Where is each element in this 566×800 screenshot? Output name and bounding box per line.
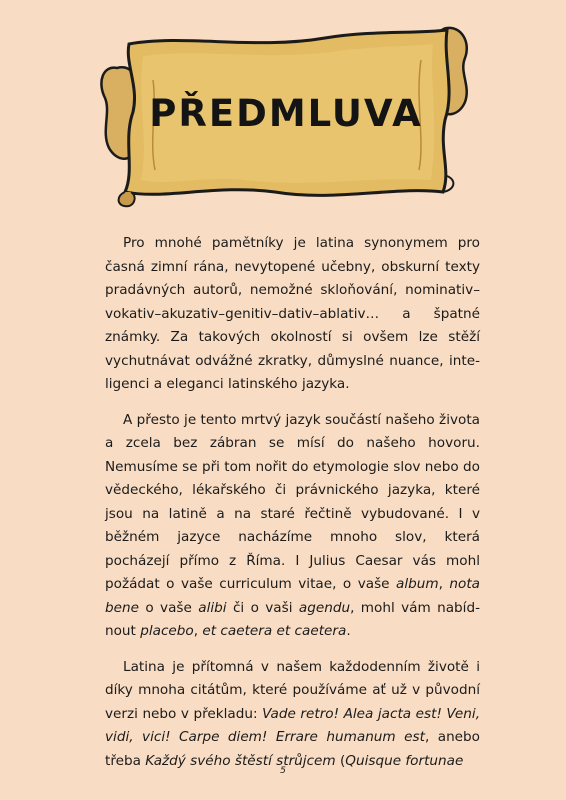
text-run: , mohl vám nabídnout bbox=[105, 599, 480, 639]
italic-phrase: nota bene bbox=[105, 576, 480, 616]
page-number: 5 bbox=[280, 766, 286, 776]
text-run: A přesto je tento mrtvý jazyk součástí našeho života a zcela bez zábran se mísí do našeho hovoru. Nemusíme se při tom nořit do etymologie slov nebo do vědeckého, lékařského či právnického jazyka, které jsou na latině a na staré řečtině vybudované. I v běžném jazyce nacházíme mnoho slov, která pocházejí přímo z Říma. I Julius Caesar vás mohl požádat o vaše curriculum vitae, o vaše bbox=[105, 411, 480, 592]
italic-phrase: placebo bbox=[140, 623, 194, 639]
italic-phrase: et caetera et caetera bbox=[202, 623, 347, 639]
text-run: o vaše bbox=[138, 599, 199, 616]
body-text bbox=[105, 232, 480, 785]
italic-phrase: album bbox=[396, 576, 439, 592]
text-run: Latina je přítomná v našem každodenním životě i díky mnoha citátům, které používáme ať už v původní verzi nebo v překladu: bbox=[105, 658, 480, 722]
paragraph bbox=[105, 232, 480, 397]
paragraph bbox=[105, 409, 480, 644]
text-run: Pro mnohé pamětníky je latina synonymem pro časná zimní rána, nevytopené učebny, obskurní texty pradávných autorů, nemožné skloňování, nominativ–vokativ–akuzativ–genitiv–dativ–ablativ… a špatné známky. Za takových okolností si ovšem lze stěží vychutnávat odvážné zkratky, důmyslné nuance, inteligenci a eleganci latinského jazyka. bbox=[105, 235, 480, 392]
italic-phrase: Quisque fortunae bbox=[345, 752, 464, 769]
text-run: , bbox=[438, 576, 450, 592]
italic-phrase: Každý svého štěstí strůjcem bbox=[145, 752, 336, 769]
text-run: ( bbox=[335, 752, 346, 769]
italic-phrase: alibi bbox=[198, 599, 227, 616]
italic-phrase: agendu bbox=[298, 599, 351, 616]
text-run: . bbox=[346, 623, 351, 639]
text-run: či o vaši bbox=[226, 599, 299, 616]
paragraph bbox=[105, 656, 480, 774]
italic-phrase: Vade retro! Alea jacta est! Veni, vidi, vici! Carpe diem! Errare humanum est bbox=[105, 705, 481, 745]
title-scroll-banner bbox=[95, 20, 477, 210]
page-title: PŘEDMLUVA bbox=[149, 91, 423, 135]
text-run: , bbox=[193, 623, 203, 639]
text-run: , anebo třeba bbox=[105, 729, 480, 769]
